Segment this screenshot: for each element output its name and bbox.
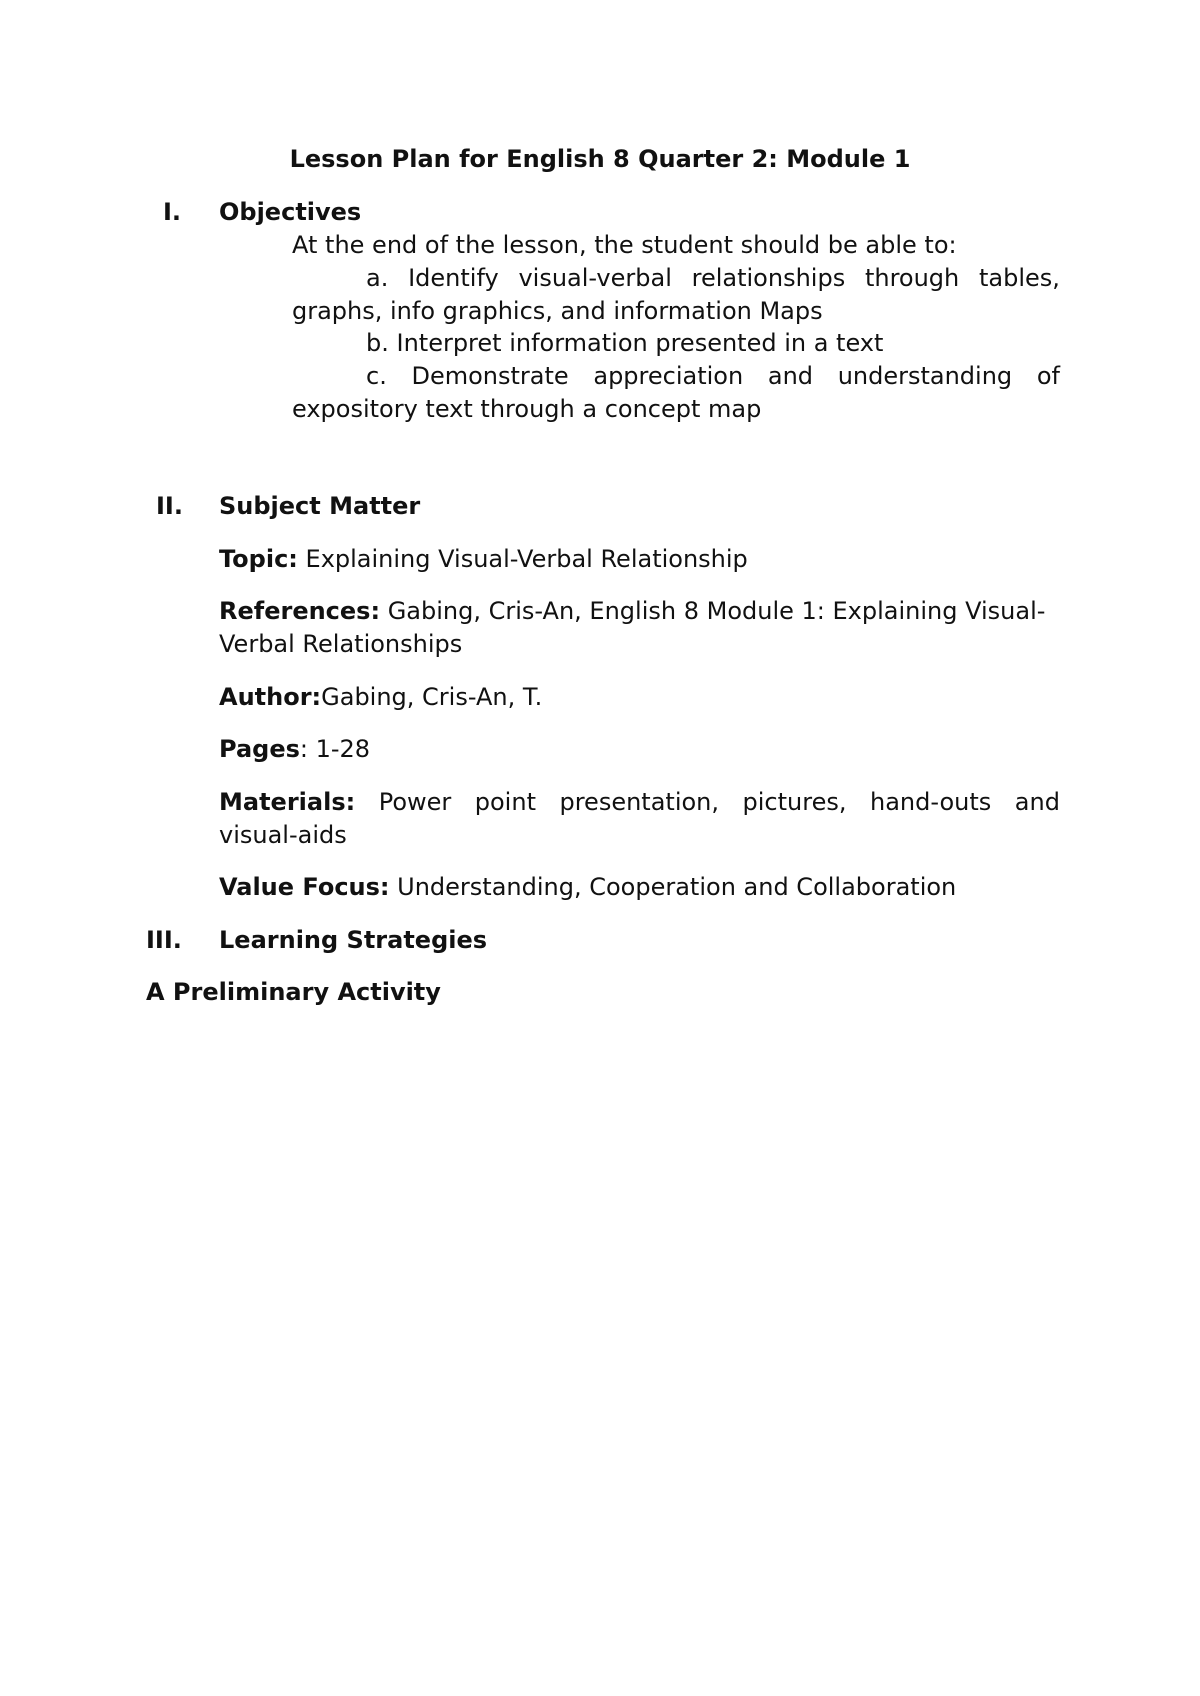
materials-word: point (474, 788, 536, 816)
objective-a-line (366, 262, 1060, 295)
materials-word: presentation, (559, 788, 720, 816)
references-label: References: (219, 597, 381, 625)
materials-word: and (1014, 788, 1060, 816)
objective-c-word: of (1036, 362, 1060, 390)
value-focus-label: Value Focus: (219, 873, 390, 901)
objective-c-word: and (767, 362, 814, 390)
objective-a-word: Identify (408, 264, 499, 292)
section-2-numeral: II. (156, 492, 183, 520)
materials-word: hand-outs (870, 788, 992, 816)
materials-continuation: visual-aids (219, 821, 347, 849)
objective-c-word: appreciation (593, 362, 744, 390)
section-2-heading: Subject Matter (219, 492, 421, 520)
objective-c-word: c. (366, 362, 387, 390)
materials-word: pictures, (742, 788, 847, 816)
objective-c-line (366, 360, 1060, 393)
objective-a-word: tables, (979, 264, 1060, 292)
pages-line (219, 733, 370, 766)
topic-value: Explaining Visual-Verbal Relationship (297, 545, 748, 573)
value-focus-line (219, 871, 956, 904)
objective-b: b. Interpret information presented in a text (366, 329, 884, 357)
objective-a-word: relationships (691, 264, 846, 292)
section-3-numeral: III. (146, 926, 182, 954)
objective-a-word: visual-verbal (518, 264, 672, 292)
pages-value: : 1-28 (299, 735, 371, 763)
references-line (219, 595, 1045, 628)
objective-a-word: a. (366, 264, 389, 292)
materials-label: Materials: (219, 788, 356, 816)
author-line (219, 681, 542, 714)
references-continuation: Verbal Relationships (219, 630, 463, 658)
preliminary-activity-heading: A Preliminary Activity (146, 978, 441, 1006)
section-1-heading: Objectives (219, 198, 362, 226)
author-label: Author: (219, 683, 322, 711)
section-3-heading: Learning Strategies (219, 926, 488, 954)
objective-c-word: understanding (837, 362, 1013, 390)
section-1-numeral: I. (163, 198, 182, 226)
objective-c-word: Demonstrate (411, 362, 569, 390)
objectives-intro: At the end of the lesson, the student should be able to: (292, 231, 957, 259)
references-value: Gabing, Cris-An, English 8 Module 1: Explaining Visual- (380, 597, 1046, 625)
topic-line (219, 543, 748, 576)
materials-word: Power (378, 788, 452, 816)
materials-line (219, 786, 1060, 819)
objective-c-continuation: expository text through a concept map (292, 395, 762, 423)
topic-label: Topic: (219, 545, 298, 573)
value-focus-value: Understanding, Cooperation and Collaboration (389, 873, 957, 901)
pages-label: Pages (219, 735, 300, 763)
objective-a-word: through (864, 264, 960, 292)
author-value: Gabing, Cris-An, T. (321, 683, 543, 711)
objective-a-continuation: graphs, info graphics, and information Maps (292, 297, 823, 325)
document-title: Lesson Plan for English 8 Quarter 2: Module 1 (289, 145, 911, 173)
